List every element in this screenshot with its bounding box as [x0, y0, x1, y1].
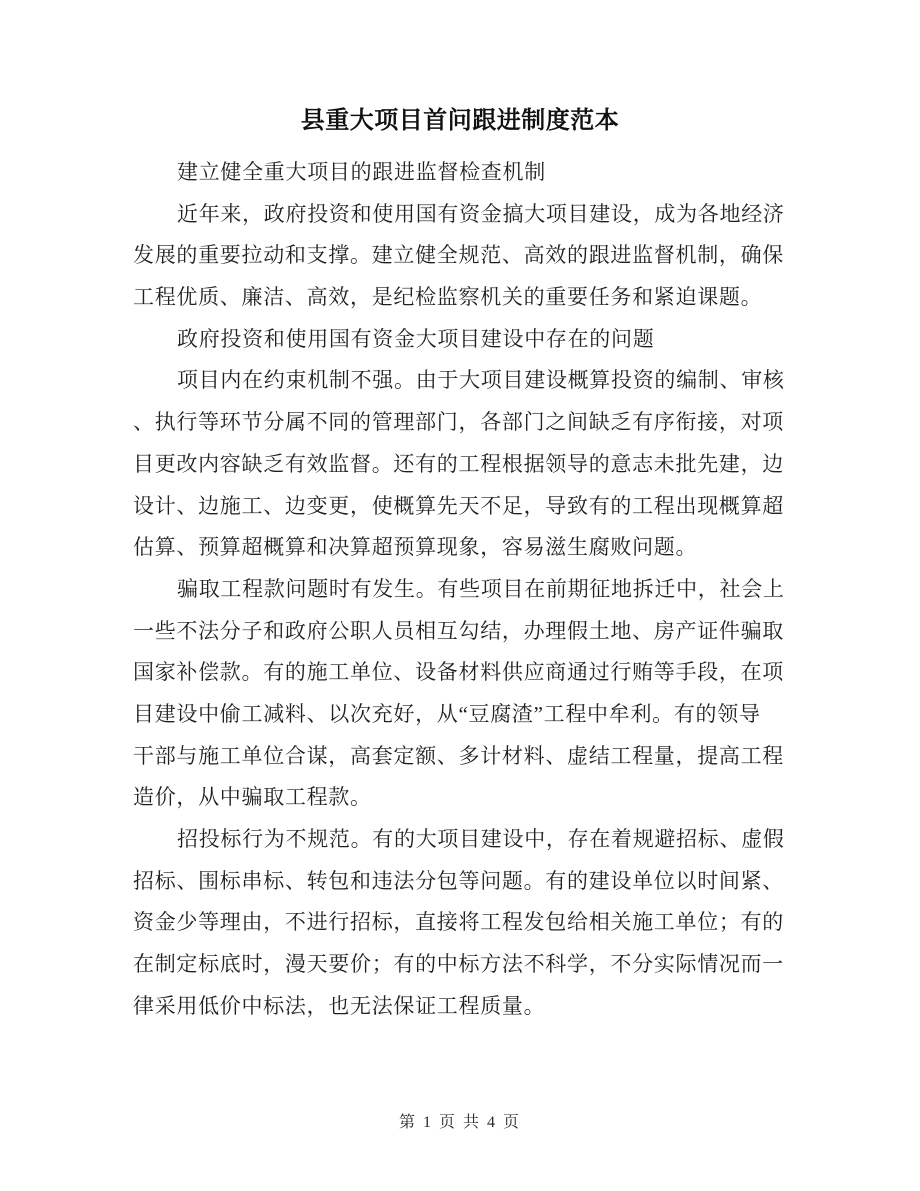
page-number-indicator: 第 1 页 共 4 页	[398, 1114, 521, 1131]
text-line: 资金少等理由，不进行招标，直接将工程发包给相关施工单位；有的	[133, 910, 784, 935]
text-line: 估算、预算超概算和决算超预算现象，容易滋生腐败问题。	[133, 535, 698, 560]
text-line: 发展的重要拉动和支撑。建立健全规范、高效的跟进监督机制，确保	[133, 243, 784, 268]
text-line: 在制定标底时，漫天要价；有的中标方法不科学，不分实际情况而一	[133, 952, 784, 977]
text-line: 国家补偿款。有的施工单位、设备材料供应商通过行贿等手段，在项	[133, 660, 784, 685]
text-line: 律采用低价中标法，也无法保证工程质量。	[133, 993, 546, 1018]
text-line: 政府投资和使用国有资金大项目建设中存在的问题	[177, 326, 655, 351]
text-line: 目建设中偷工减料、以次充好，从“豆腐渣”工程中牟利。有的领导	[133, 701, 761, 726]
text-line: 、执行等环节分属不同的管理部门，各部门之间缺乏有序衔接，对项	[133, 410, 784, 435]
text-line: 设计、边施工、边变更，使概算先天不足，导致有的工程出现概算超	[133, 493, 784, 518]
text-line: 招标、围标串标、转包和违法分包等问题。有的建设单位以时间紧、	[133, 868, 784, 893]
text-line: 招投标行为不规范。有的大项目建设中，存在着规避招标、虚假	[177, 827, 785, 851]
text-line: 建立健全重大项目的跟进监督检查机制	[177, 160, 546, 184]
text-line: 项目内在约束机制不强。由于大项目建设概算投资的编制、审核	[177, 368, 785, 393]
document-title: 县重大项目首问跟进制度范本	[300, 108, 620, 134]
text-line: 骗取工程款问题时有发生。有些项目在前期征地拆迁中，社会上	[177, 576, 785, 601]
text-line: 近年来，政府投资和使用国有资金搞大项目建设，成为各地经济	[177, 201, 785, 226]
document-body	[133, 152, 785, 1027]
text-line: 一些不法分子和政府公职人员相互勾结，办理假土地、房产证件骗取	[133, 618, 784, 643]
text-line: 干部与施工单位合谋，高套定额、多计材料、虚结工程量，提高工程	[133, 743, 784, 768]
text-line: 目更改内容缺乏有效监督。还有的工程根据领导的意志未批先建，边	[133, 451, 784, 476]
page-footer	[0, 1110, 920, 1136]
text-line: 工程优质、廉洁、高效，是纪检监察机关的重要任务和紧迫课题。	[133, 285, 763, 310]
text-line: 造价，从中骗取工程款。	[133, 785, 372, 810]
